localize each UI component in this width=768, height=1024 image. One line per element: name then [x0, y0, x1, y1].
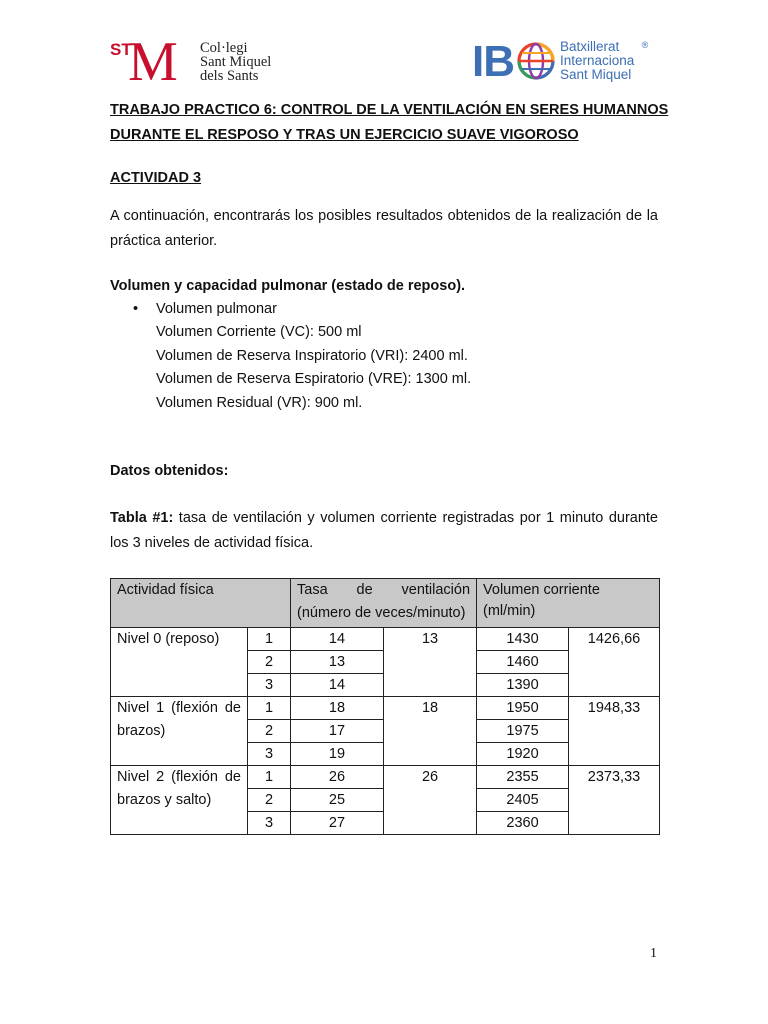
ventilation-table: [110, 578, 660, 835]
volume-line-vr: Volumen Residual (VR): 900 ml.: [156, 394, 363, 411]
table-caption-text: tasa de ventilación y volumen corriente registradas por 1 minuto durante los 3 niveles de actividad física.: [110, 510, 658, 551]
header-rate: Tasa de ventilación (número de veces/minuto): [291, 579, 477, 628]
volume-average-cell: 1948,33: [569, 697, 660, 766]
school-name-line: dels Sants: [200, 68, 259, 84]
volume-cell: 1920: [477, 743, 569, 766]
trial-cell: 1: [248, 628, 291, 651]
volume-cell: 1975: [477, 720, 569, 743]
trial-cell: 3: [248, 743, 291, 766]
header-activity: Actividad física: [111, 579, 291, 628]
volume-cell: 1430: [477, 628, 569, 651]
rate-cell: 26: [291, 766, 384, 789]
trial-cell: 2: [248, 720, 291, 743]
activity-heading: ACTIVIDAD 3: [110, 170, 202, 186]
volume-list: [156, 321, 471, 415]
volume-average-cell: 2373,33: [569, 766, 660, 835]
rate-cell: 19: [291, 743, 384, 766]
document-title: TRABAJO PRACTICO 6: CONTROL DE LA VENTILACIÓN EN SERES HUMANNOS DURANTE EL RESPOSO Y TRAS UN EJERCICIO SUAVE VIGOROSO: [110, 102, 669, 143]
trial-cell: 1: [248, 766, 291, 789]
table-row: [111, 628, 660, 651]
level-label: Nivel 1 (flexión de brazos): [111, 697, 248, 766]
volume-cell: 2405: [477, 789, 569, 812]
table-header-row: [111, 579, 660, 628]
data-heading: Datos obtenidos:: [110, 463, 229, 479]
volume-cell: 1390: [477, 674, 569, 697]
volume-cell: 2355: [477, 766, 569, 789]
globe-icon: [516, 41, 556, 81]
table-row: [111, 766, 660, 789]
school-name-line: Sant Miquel: [200, 54, 272, 70]
ib-logo: [472, 37, 649, 86]
volume-average-cell: 1426,66: [569, 628, 660, 697]
volume-section-heading: Volumen y capacidad pulmonar (estado de reposo).: [110, 278, 466, 294]
logo-st-letters: ST: [110, 40, 132, 59]
volume-line-vre: Volumen de Reserva Espiratorio (VRE): 1300 ml.: [156, 371, 472, 387]
ib-program-name: [560, 39, 649, 82]
school-name: [200, 41, 271, 83]
stm-logo-mark: [110, 31, 192, 93]
table-row: [111, 697, 660, 720]
rate-cell: 13: [291, 651, 384, 674]
bullet-item: [133, 298, 277, 320]
rate-cell: 17: [291, 720, 384, 743]
bullet-label: Volumen pulmonar: [156, 301, 277, 317]
rate-cell: 18: [291, 697, 384, 720]
table-caption: [110, 506, 658, 556]
rate-cell: 14: [291, 628, 384, 651]
ib-name-line: Sant Miquel: [560, 67, 632, 82]
rate-average-cell: 13: [384, 628, 477, 697]
ib-name-line: Batxillerat: [560, 39, 620, 54]
trial-cell: 3: [248, 812, 291, 835]
volume-line-vc: Volumen Corriente (VC): 500 ml: [156, 324, 362, 340]
rate-cell: 25: [291, 789, 384, 812]
volume-cell: 1950: [477, 697, 569, 720]
rate-average-cell: 18: [384, 697, 477, 766]
rate-cell: 14: [291, 674, 384, 697]
level-label: Nivel 0 (reposo): [111, 628, 248, 697]
trial-cell: 1: [248, 697, 291, 720]
level-label: Nivel 2 (flexión de brazos y salto): [111, 766, 248, 835]
volume-cell: 2360: [477, 812, 569, 835]
volume-line-vri: Volumen de Reserva Inspiratorio (VRI): 2400 ml.: [156, 347, 468, 364]
trial-cell: 2: [248, 651, 291, 674]
rate-average-cell: 26: [384, 766, 477, 835]
ib-logo-letters: IB: [472, 37, 514, 86]
school-name-line: Col·legi: [200, 40, 248, 56]
page-number: 1: [650, 946, 657, 961]
bullet-marker: •: [133, 301, 139, 317]
intro-paragraph: A continuación, encontrarás los posibles resultados obtenidos de la realización de la práctica anterior.: [110, 208, 658, 249]
ib-name-line: Internaciona: [560, 53, 635, 68]
trial-cell: 3: [248, 674, 291, 697]
logo-m-letter: M: [128, 31, 178, 93]
registered-mark: ®: [641, 40, 649, 50]
volume-cell: 1460: [477, 651, 569, 674]
table-caption-label: Tabla #1:: [110, 510, 174, 526]
trial-cell: 2: [248, 789, 291, 812]
header-volume: Volumen corriente (ml/min): [477, 579, 660, 628]
school-logo: [110, 31, 272, 93]
rate-cell: 27: [291, 812, 384, 835]
